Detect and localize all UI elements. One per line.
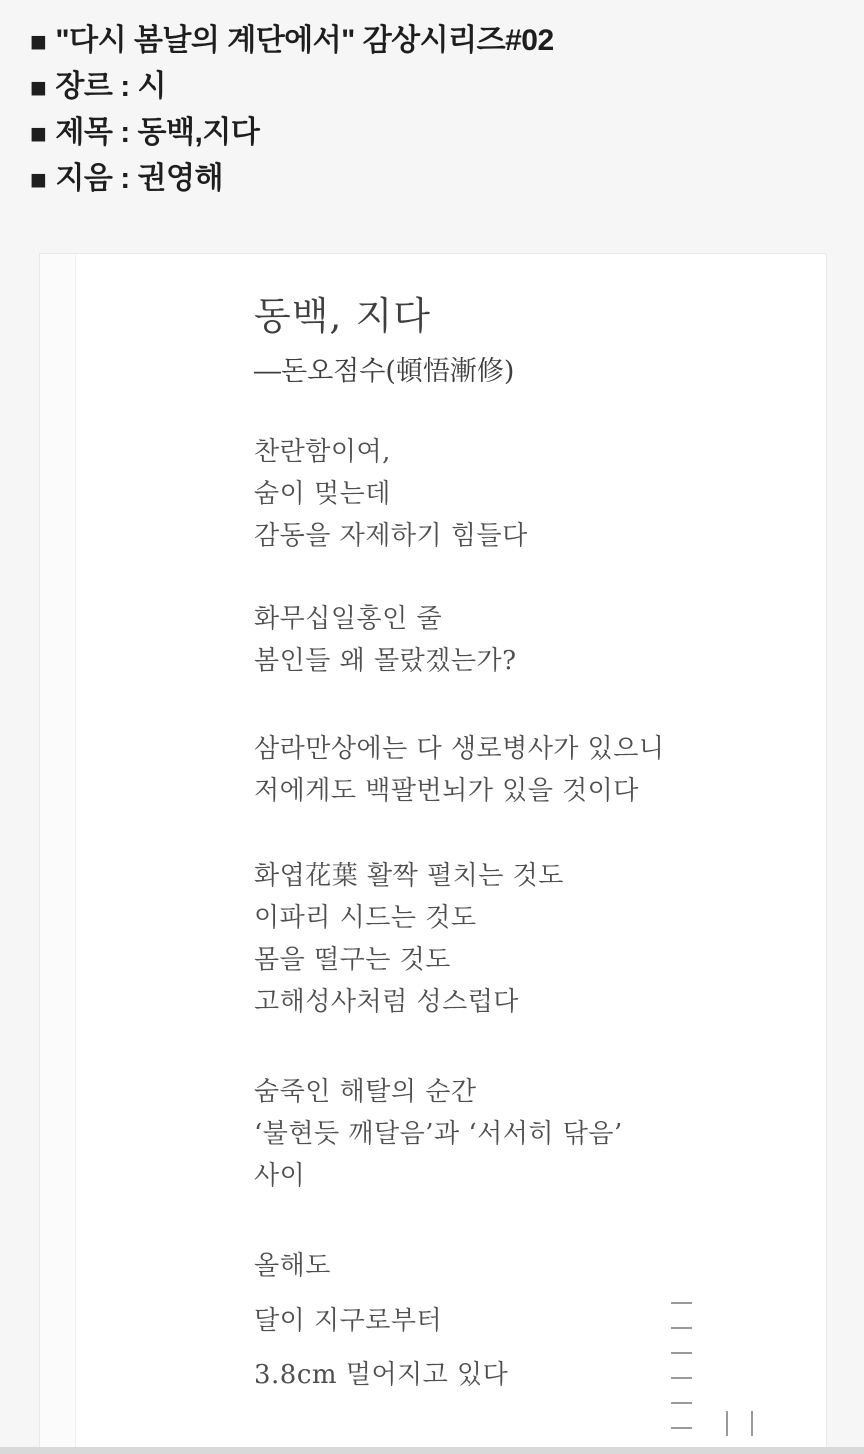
poem-image — [40, 254, 826, 1454]
bullet-square-icon: ■ — [30, 118, 47, 149]
poem-line: 화무십일홍인 줄 — [254, 604, 443, 634]
bottom-bar — [0, 1447, 864, 1454]
poem-stanza — [254, 431, 528, 557]
dash-mark-icon — [671, 1327, 692, 1329]
dash-mark-icon — [671, 1377, 692, 1379]
header-item-text: 제목 : 동백,지다 — [55, 116, 260, 149]
post-header — [30, 18, 554, 202]
dash-mark-icon — [671, 1402, 692, 1404]
header-item-title — [30, 110, 554, 156]
header-item-genre — [30, 64, 554, 110]
poem-line: 삼라만상에는 다 생로병사가 있으니 — [254, 734, 665, 764]
bar-mark-icon — [726, 1411, 728, 1436]
header-item-author — [30, 156, 554, 202]
dash-mark-icon — [671, 1427, 692, 1429]
poem-line: 숨이 멎는데 — [254, 479, 391, 509]
poem-line: 봄인들 왜 몰랐겠는가? — [254, 646, 517, 676]
poem-line: 올해도 — [254, 1251, 331, 1281]
poem-line: 몸을 떨구는 것도 — [254, 945, 451, 975]
poem-subtitle: ―돈오점수(頓悟漸修) — [254, 356, 515, 387]
poem-stanza — [254, 855, 564, 1023]
header-item-text: "다시 봄날의 계단에서" 감상시리즈#02 — [55, 24, 554, 57]
poem-stanza — [254, 728, 665, 812]
bullet-square-icon: ■ — [30, 72, 47, 103]
bullet-square-icon: ■ — [30, 164, 47, 195]
poem-line: 달이 지구로부터 — [254, 1306, 443, 1336]
poem-line: 화엽花葉 활짝 펼치는 것도 — [254, 861, 564, 891]
bar-mark-icon — [751, 1411, 753, 1436]
poem-line: 3.8cm 멀어지고 있다 — [254, 1360, 509, 1390]
header-item-text: 지음 : 권영해 — [55, 162, 223, 195]
dash-marks — [671, 1302, 692, 1429]
dash-mark-icon — [671, 1302, 692, 1304]
poem-stanza — [254, 1294, 508, 1402]
poem-line: 찬란함이여, — [254, 437, 391, 467]
poem-line: 저에게도 백팔번뇌가 있을 것이다 — [254, 776, 639, 806]
bullet-square-icon: ■ — [30, 26, 47, 57]
header-item-text: 장르 : 시 — [55, 70, 167, 103]
poem-line: ‘불현듯 깨달음’과 ‘서서히 닦음’ — [254, 1119, 623, 1149]
poem-line: 이파리 시드는 것도 — [254, 903, 477, 933]
poem-line: 숨죽인 해탈의 순간 — [254, 1077, 477, 1107]
poem-title: 동백, 지다 — [254, 294, 431, 338]
poem-card — [39, 253, 827, 1454]
poem-line: 감동을 자제하기 힘들다 — [254, 521, 528, 551]
bar-marks — [726, 1411, 753, 1436]
poem-stanza — [254, 1071, 623, 1197]
poem-stanza — [254, 1245, 331, 1287]
header-item-series — [30, 18, 554, 64]
poem-stanza — [254, 598, 517, 682]
dash-mark-icon — [671, 1352, 692, 1354]
poem-line: 사이 — [254, 1161, 306, 1191]
poem-line: 고해성사처럼 성스럽다 — [254, 987, 519, 1017]
